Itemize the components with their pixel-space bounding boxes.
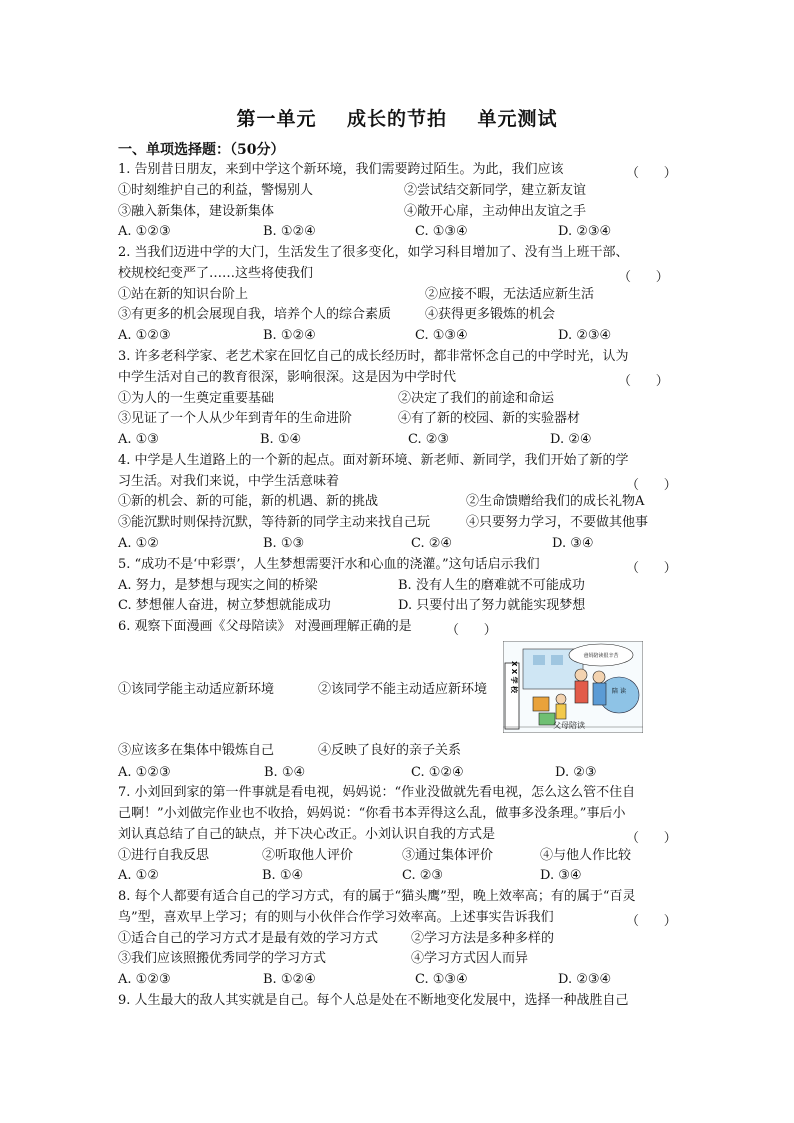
option-item: ①适合自己的学习方式才是最有效的学习方式 [118, 931, 379, 946]
option-item: ④有了新的校园、新的实验器材 [398, 411, 581, 426]
option-item: ②决定了我们的前途和命运 [398, 391, 555, 406]
question-7-stem: 己啊！”小刘做完作业也不收拾，妈妈说：“你看书本弄得这么乱，做事多没条理。”事后小 [118, 806, 626, 821]
question-3-stem: 中学生活对自己的教育很深，影响很深。这是因为中学时代 [118, 370, 457, 385]
option-item: ②该同学不能主动适应新环境 [318, 682, 488, 697]
speech-bubble: 爸妈陪读很辛苦 [583, 653, 619, 659]
choice-c: C. ①③④ [415, 328, 468, 343]
question-7-stem: 刘认真总结了自己的缺点，并下决心改正。小刘认识自我的方式是 [118, 827, 496, 842]
option-item: ③我们应该照搬优秀同学的学习方式 [118, 951, 327, 966]
choice-c: C. ①②④ [411, 765, 464, 780]
option-item: ④与他人作比较 [540, 848, 632, 863]
choice-d: D. ②④ [550, 432, 592, 447]
answer-bracket: （ ） [626, 914, 677, 929]
option-item: ②学习方法是多种多样的 [411, 931, 555, 946]
choice-c: C. ①③④ [415, 972, 468, 987]
choice-d: D. ③④ [540, 868, 582, 883]
choice-d: D. ②③ [555, 765, 597, 780]
option-item: ③见证了一个人从少年到青年的生命进阶 [118, 411, 353, 426]
option-item: ④学习方式因人而异 [411, 951, 529, 966]
answer-bracket: （ ） [626, 831, 677, 846]
question-2-stem: 2. 当我们迈进中学的大门，生活发生了很多变化，如学习科目增加了、没有当上班干部、 [118, 245, 629, 260]
option-item: ④只要努力学习，不要做其他事 [466, 515, 649, 530]
choice-b: B. ①②④ [263, 224, 316, 239]
choice-b: B. ①④ [264, 765, 306, 780]
choice-c: C. ①③④ [415, 224, 468, 239]
question-6-stem: 6. 观察下面漫画《父母陪读》 对漫画理解正确的是 [118, 619, 412, 634]
bag-label: 陪 读 [612, 688, 626, 695]
option-item: ③通过集体评价 [402, 848, 494, 863]
option-item: ②生命馈赠给我们的成长礼物A [466, 494, 645, 509]
question-4-stem: 习生活。对我们来说，中学生活意味着 [118, 474, 340, 489]
option-item: D. 只要付出了努力就能实现梦想 [398, 598, 586, 613]
page-title: 第一单元 成长的节拍 单元测试 [236, 108, 558, 130]
choice-c: C. ②④ [411, 536, 453, 551]
choice-a: A. ①②③ [118, 765, 171, 780]
choice-b: B. ①②④ [263, 972, 316, 987]
answer-bracket: （ ） [446, 623, 497, 638]
choice-a: A. ①② [118, 536, 159, 551]
option-item: ③融入新集体，建设新集体 [118, 204, 275, 219]
choice-d: D. ②③④ [558, 328, 612, 343]
option-item: ①时刻维护自己的利益，警惕别人 [118, 183, 314, 198]
question-9-stem: 9. 人生最大的敌人其实就是自己。每个人总是处在不断地变化发展中，选择一种战胜自己 [118, 993, 629, 1008]
option-item: ④反映了良好的亲子关系 [318, 743, 462, 758]
answer-bracket: （ ） [626, 166, 677, 181]
choice-c: C. ②③ [402, 868, 444, 883]
option-item: A. 努力，是梦想与现实之间的桥梁 [118, 578, 318, 593]
option-item: ③能沉默时则保持沉默，等待新的同学主动来找自己玩 [118, 515, 431, 530]
option-item: ①站在新的知识台阶上 [118, 287, 249, 302]
choice-a: A. ①② [118, 868, 159, 883]
choice-a: A. ①②③ [118, 224, 171, 239]
choice-b: B. ①④ [260, 432, 302, 447]
choice-d: D. ③④ [552, 536, 594, 551]
choice-a: A. ①②③ [118, 328, 171, 343]
choice-a: A. ①②③ [118, 972, 171, 987]
question-8-stem: 鸟”型，喜欢早上学习；有的则与小伙伴合作学习效率高。上述事实告诉我们 [118, 910, 554, 925]
answer-bracket: （ ） [618, 374, 669, 389]
choice-b: B. ①④ [262, 868, 304, 883]
option-item: C. 梦想催人奋进，树立梦想就能成功 [118, 598, 331, 613]
school-sign: X X 学 校 [510, 660, 518, 694]
option-item: ③有更多的机会展现自我，培养个人的综合素质 [118, 307, 392, 322]
option-item: B. 没有人生的磨难就不可能成功 [398, 578, 585, 593]
section-heading: 一、单项选择题：（50分） [118, 142, 285, 158]
question-3-stem: 3. 许多老科学家、老艺术家在回忆自己的成长经历时，都非常怀念自己的中学时光，认为 [118, 349, 629, 364]
option-item: ①进行自我反思 [118, 848, 210, 863]
answer-bracket: （ ） [618, 270, 669, 285]
question-5-stem: 5. “成功不是‘中彩票’，人生梦想需要汗水和心血的浇灌。”这句话启示我们 [118, 557, 540, 572]
choice-b: B. ①②④ [263, 328, 316, 343]
option-item: ②应接不暇，无法适应新生活 [425, 287, 595, 302]
question-2-stem: 校规校纪变严了……这些将使我们 [118, 266, 314, 281]
answer-bracket: （ ） [626, 478, 677, 493]
answer-bracket: （ ） [626, 561, 677, 576]
option-item: ②尝试结交新同学，建立新友谊 [404, 183, 587, 198]
choice-c: C. ②③ [408, 432, 450, 447]
option-item: ①该同学能主动适应新环境 [118, 682, 275, 697]
choice-b: B. ①③ [263, 536, 305, 551]
choice-d: D. ②③④ [558, 224, 612, 239]
option-item: ③应该多在集体中锻炼自己 [118, 743, 275, 758]
question-4-stem: 4. 中学是人生道路上的一个新的起点。面对新环境、新老师、新同学，我们开始了新的学 [118, 453, 629, 468]
option-item: ④获得更多锻炼的机会 [425, 307, 556, 322]
choice-d: D. ②③④ [558, 972, 612, 987]
choice-a: A. ①③ [118, 432, 159, 447]
option-item: ④敞开心扉，主动伸出友谊之手 [404, 204, 587, 219]
option-item: ①新的机会、新的可能，新的机遇、新的挑战 [118, 494, 379, 509]
question-1-stem: 1. 告别昔日朋友，来到中学这个新环境，我们需要跨过陌生。为此，我们应该 [118, 162, 564, 177]
option-item: ②听取他人评价 [262, 848, 354, 863]
question-8-stem: 8. 每个人都要有适合自己的学习方式，有的属于“猫头鹰”型，晚上效率高；有的属于“百灵 [118, 889, 636, 904]
option-item: ①为人的一生奠定重要基础 [118, 391, 275, 406]
question-7-stem: 7. 小刘回到家的第一件事就是看电视，妈妈说：“作业没做就先看电视，怎么这么管不住自 [118, 785, 636, 800]
cartoon-caption: 父母陪读 [553, 721, 585, 730]
